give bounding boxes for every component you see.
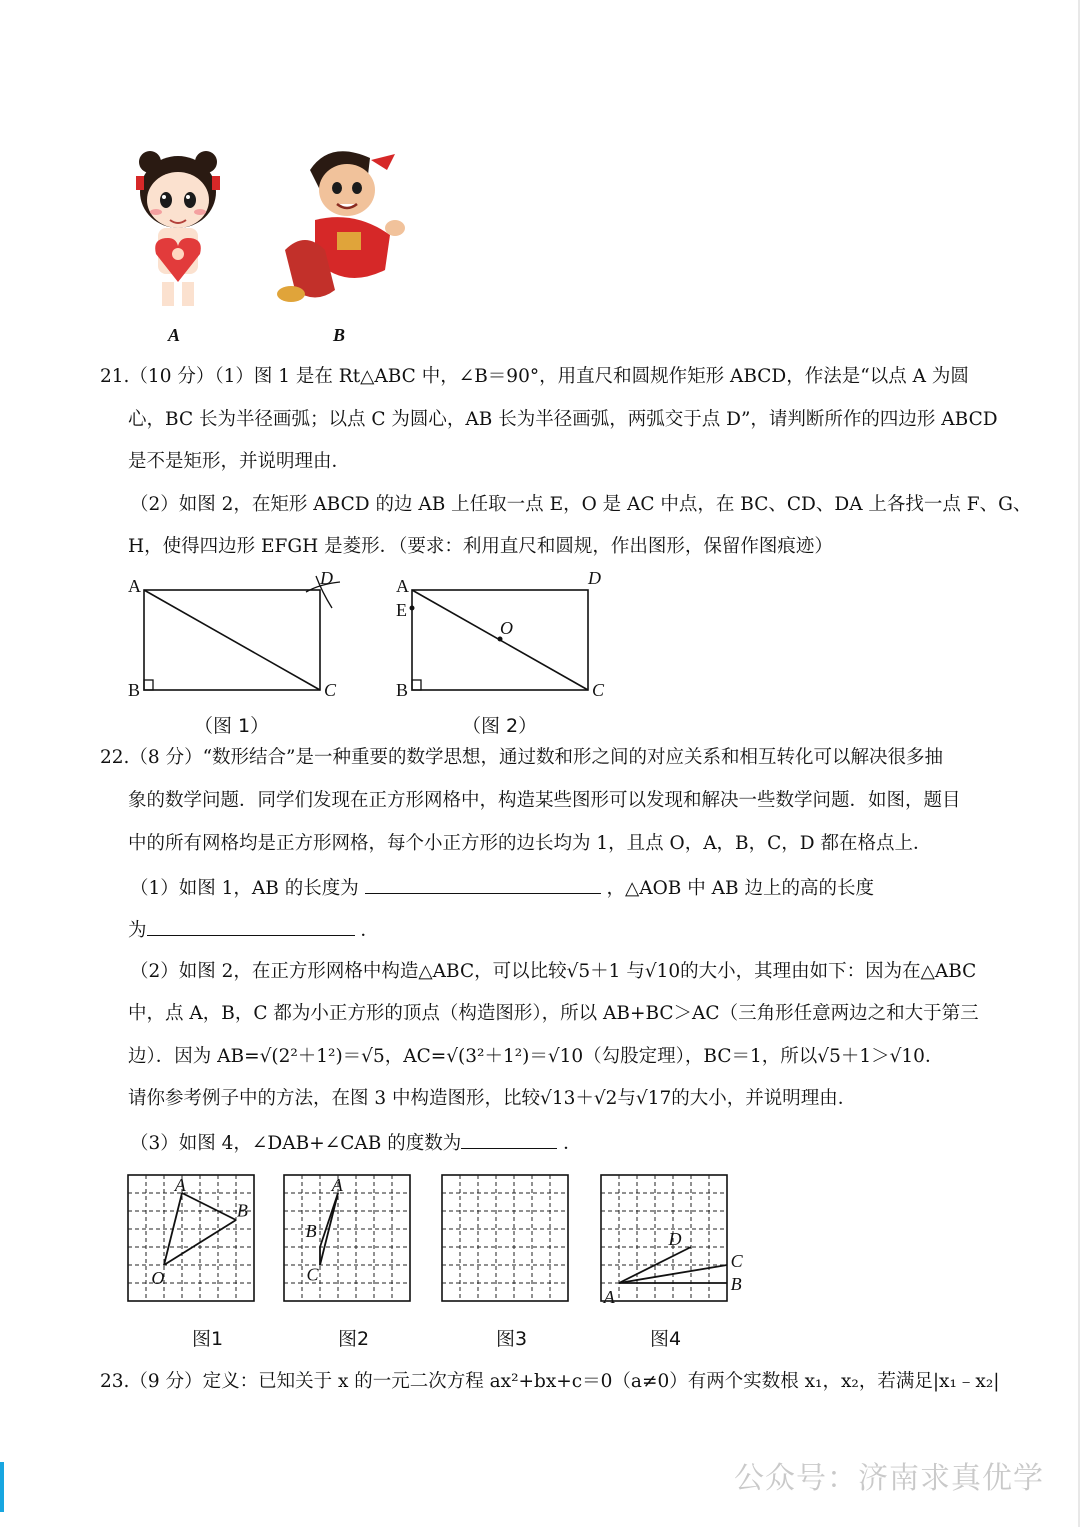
grid2-label-a: A [331, 1175, 343, 1196]
grid-caption-2: 图2 [338, 1328, 370, 1350]
left-accent-bar [0, 1462, 4, 1512]
q22-part1-text-c: 为 [128, 920, 147, 941]
grid2-label-c: C [306, 1264, 319, 1285]
grid-caption-3: 图3 [496, 1328, 528, 1350]
grid-border [284, 1175, 410, 1301]
grid2-segment-ab [320, 1193, 338, 1247]
q22-part1-text-d: ． [360, 920, 379, 941]
grid2-label-b: B [305, 1221, 317, 1242]
q22-line-1: 22.（8 分）“数形结合”是一种重要的数学思想，通过数和形之间的对应关系和相互转化可以解决很多抽 [100, 747, 943, 768]
q22-part2-line-1: （2）如图 2，在正方形网格中构造△ABC，可以比较√5＋1 与√10的大小，其理由如下：因为在△ABC [130, 961, 977, 982]
q22-grid-figure-4 [600, 1174, 743, 1314]
image-label-a: A [168, 325, 181, 345]
q21-line-4: （2）如图 2，在矩形 ABCD 的边 AB 上任取一点 E，O 是 AC 中点，在 BC、CD、DA 上各找一点 F、G、 [130, 494, 1032, 515]
q22-part1-line [130, 875, 874, 901]
grid1-label-b: B [236, 1200, 248, 1221]
fig2-caption: （图 2） [462, 715, 538, 737]
q22-grid-figure-3 [441, 1174, 571, 1314]
grid1-label-o: O [151, 1267, 165, 1288]
character-a-image [128, 142, 248, 317]
fig1-point-a: A [128, 576, 141, 596]
fig1-caption: （图 1） [194, 715, 270, 737]
q22-part1-text-b: ，△AOB 中 AB 边上的高的长度 [606, 878, 874, 899]
q22-line-3: 中的所有网格均是正方形网格，每个小正方形的边长均为 1，且点 O，A，B，C，D 都在格点上． [128, 833, 932, 854]
character-b-image [275, 140, 415, 310]
q22-part3-text-b: ． [563, 1133, 582, 1154]
q22-grid-figure-1 [127, 1174, 257, 1314]
q22-part2-line-4: 请你参考例子中的方法，在图 3 中构造图形，比较√13＋√2与√17的大小，并说明理由． [128, 1088, 857, 1109]
q22-part1-blank-height[interactable] [147, 917, 355, 936]
grid4-label-c: C [730, 1250, 743, 1271]
fig2-point-o: O [500, 618, 513, 638]
q23-line-1: 23.（9 分）定义：已知关于 x 的一元二次方程 ax²+bx+c＝0（a≠0）有两个实数根 x₁，x₂，若满足|x₁﹣x₂| [100, 1371, 1000, 1392]
q22-grid-figure-2 [283, 1174, 413, 1314]
q21-figure-2 [390, 570, 630, 700]
q21-line-3: 是不是矩形，并说明理由． [128, 451, 351, 472]
fig1-point-b: B [128, 680, 141, 700]
q21-line-5: H，使得四边形 EFGH 是菱形．（要求：利用直尺和圆规，作出图形，保留作图痕迹） [128, 536, 833, 557]
grid1-segment-ab [182, 1193, 236, 1220]
fig1-point-c: C [324, 680, 337, 700]
fig2-point-e: E [396, 600, 407, 620]
grid-caption-1: 图1 [192, 1328, 224, 1350]
q22-part2-line-3: 边）．因为 AB=√(2²＋1²)＝√5，AC=√(3²＋1²)＝√10（勾股定理），BC＝1，所以√5＋1＞√10． [128, 1046, 944, 1067]
grid-border [128, 1175, 254, 1301]
q22-line-2: 象的数学问题．同学们发现在正方形网格中，构造某些图形可以发现和解决一些数学问题．如图，题目 [128, 790, 961, 811]
watermark-text: 公众号：济南求真优学 [734, 1461, 1044, 1496]
q22-part3-blank[interactable] [461, 1130, 557, 1149]
q22-part3-text-a: （3）如图 4，∠DAB+∠CAB 的度数为 [130, 1133, 462, 1154]
q22-part1-blank-ab[interactable] [365, 875, 601, 894]
q22-part1-text-a: （1）如图 1，AB 的长度为 [130, 878, 359, 899]
grid4-label-d: D [668, 1229, 682, 1250]
fig2-point-b: B [396, 680, 409, 700]
fig1-point-d: D [320, 568, 333, 588]
q22-part3-line [130, 1130, 582, 1156]
image-label-b: B [333, 325, 346, 345]
grid-caption-4: 图4 [650, 1328, 682, 1350]
q21-line-1: 21.（10 分）（1）图 1 是在 Rt△ABC 中，∠B＝90°，用直尺和圆规作矩形 ABCD，作法是“以点 A 为圆 [100, 366, 969, 387]
q21-line-2: 心，BC 长为半径画弧；以点 C 为圆心，AB 长为半径画弧，两弧交于点 D”，请判断所作的四边形 ABCD [128, 409, 998, 430]
fig2-point-a: A [396, 576, 409, 596]
grid4-label-a: A [603, 1286, 615, 1307]
grid4-label-b: B [730, 1274, 742, 1295]
fig2-point-c: C [592, 680, 605, 700]
q22-part2-line-2: 中，点 A，B，C 都为小正方形的顶点（构造图形），所以 AB+BC＞AC（三角形任意两边之和大于第三 [128, 1003, 979, 1024]
grid-border [442, 1175, 568, 1301]
grid1-label-a: A [174, 1175, 186, 1196]
fig2-point-d: D [588, 568, 601, 588]
q21-figure-1 [120, 570, 360, 700]
q22-part1-line-2 [128, 917, 379, 943]
